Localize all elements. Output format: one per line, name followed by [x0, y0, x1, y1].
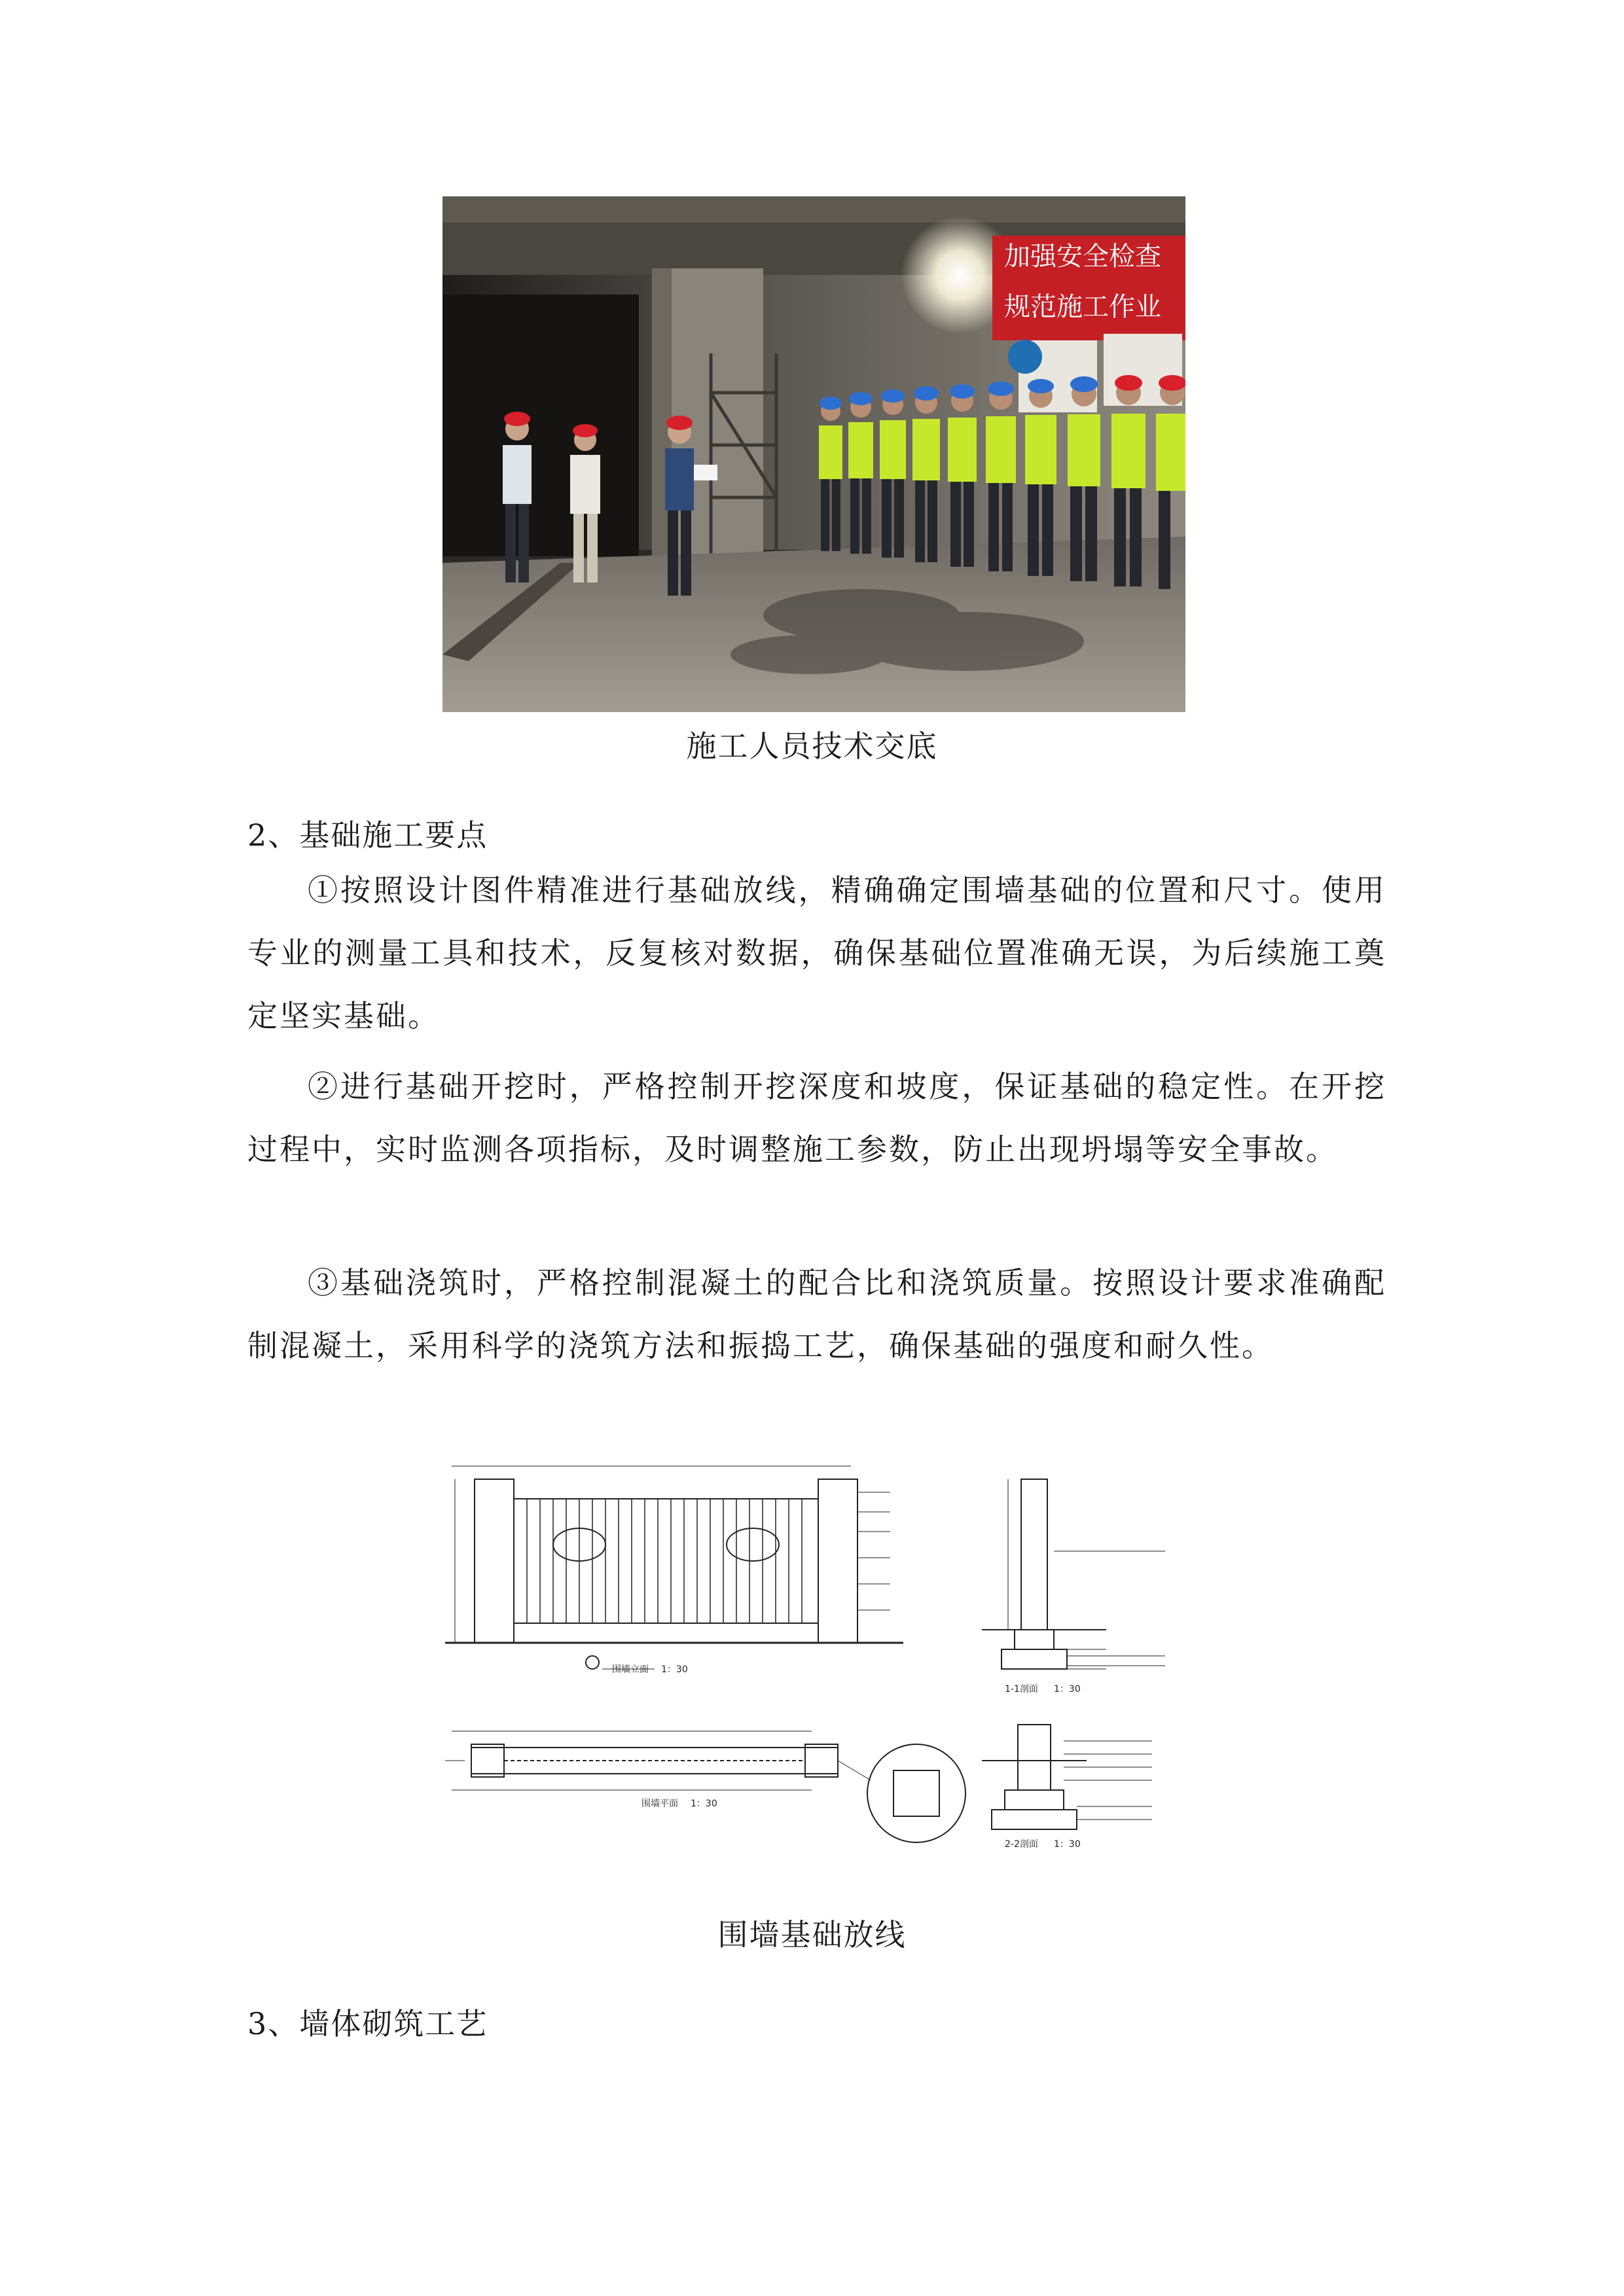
paragraph-1: ①按照设计图件精准进行基础放线，精确确定围墙基础的位置和尺寸。使用专业的测量工具和技术，反复核对数据，确保基础位置准确无误，为后续施工奠定坚实基础。 — [247, 872, 1386, 1033]
label-section-2: 2-2剖面 — [1005, 1839, 1038, 1850]
drawing-caption: 围墙基础放线 — [717, 1917, 907, 1952]
banner-line-1: 加强安全检查 — [1004, 242, 1161, 272]
paragraph-3: ③基础浇筑时，严格控制混凝土的配合比和浇筑质量。按照设计要求准确配制混凝土，采用科学的浇筑方法和振捣工艺，确保基础的强度和耐久性。 — [247, 1265, 1386, 1363]
elevation-view — [445, 1466, 903, 1669]
label-elevation: 围墙立面 — [612, 1664, 649, 1675]
wall-foundation-drawing — [445, 1440, 1198, 1859]
photo-caption: 施工人员技术交底 — [686, 728, 938, 764]
paragraph-2: ②进行基础开挖时，严格控制开挖深度和坡度，保证基础的稳定性。在开挖过程中，实时监测各项指标，及时调整施工参数，防止出现坍塌等安全事故。 — [247, 1069, 1386, 1167]
scale-elevation: 1：30 — [661, 1664, 688, 1675]
section-2-view — [982, 1725, 1152, 1829]
plan-view — [445, 1731, 965, 1842]
scale-section-2: 1：30 — [1054, 1839, 1081, 1850]
label-plan: 围墙平面 — [641, 1799, 678, 1809]
scale-plan: 1：30 — [691, 1799, 717, 1809]
photo-illustration — [442, 196, 1185, 712]
section-2-heading: 2、基础施工要点 — [247, 817, 488, 853]
scale-section-1: 1：30 — [1054, 1684, 1081, 1695]
drawing-illustration — [445, 1440, 1198, 1859]
label-section-1: 1-1剖面 — [1005, 1684, 1038, 1695]
banner-line-2: 规范施工作业 — [1004, 292, 1161, 322]
section-3-heading: 3、墙体砌筑工艺 — [247, 2006, 488, 2041]
section-1-view — [982, 1479, 1165, 1669]
construction-briefing-photo — [442, 196, 1185, 712]
